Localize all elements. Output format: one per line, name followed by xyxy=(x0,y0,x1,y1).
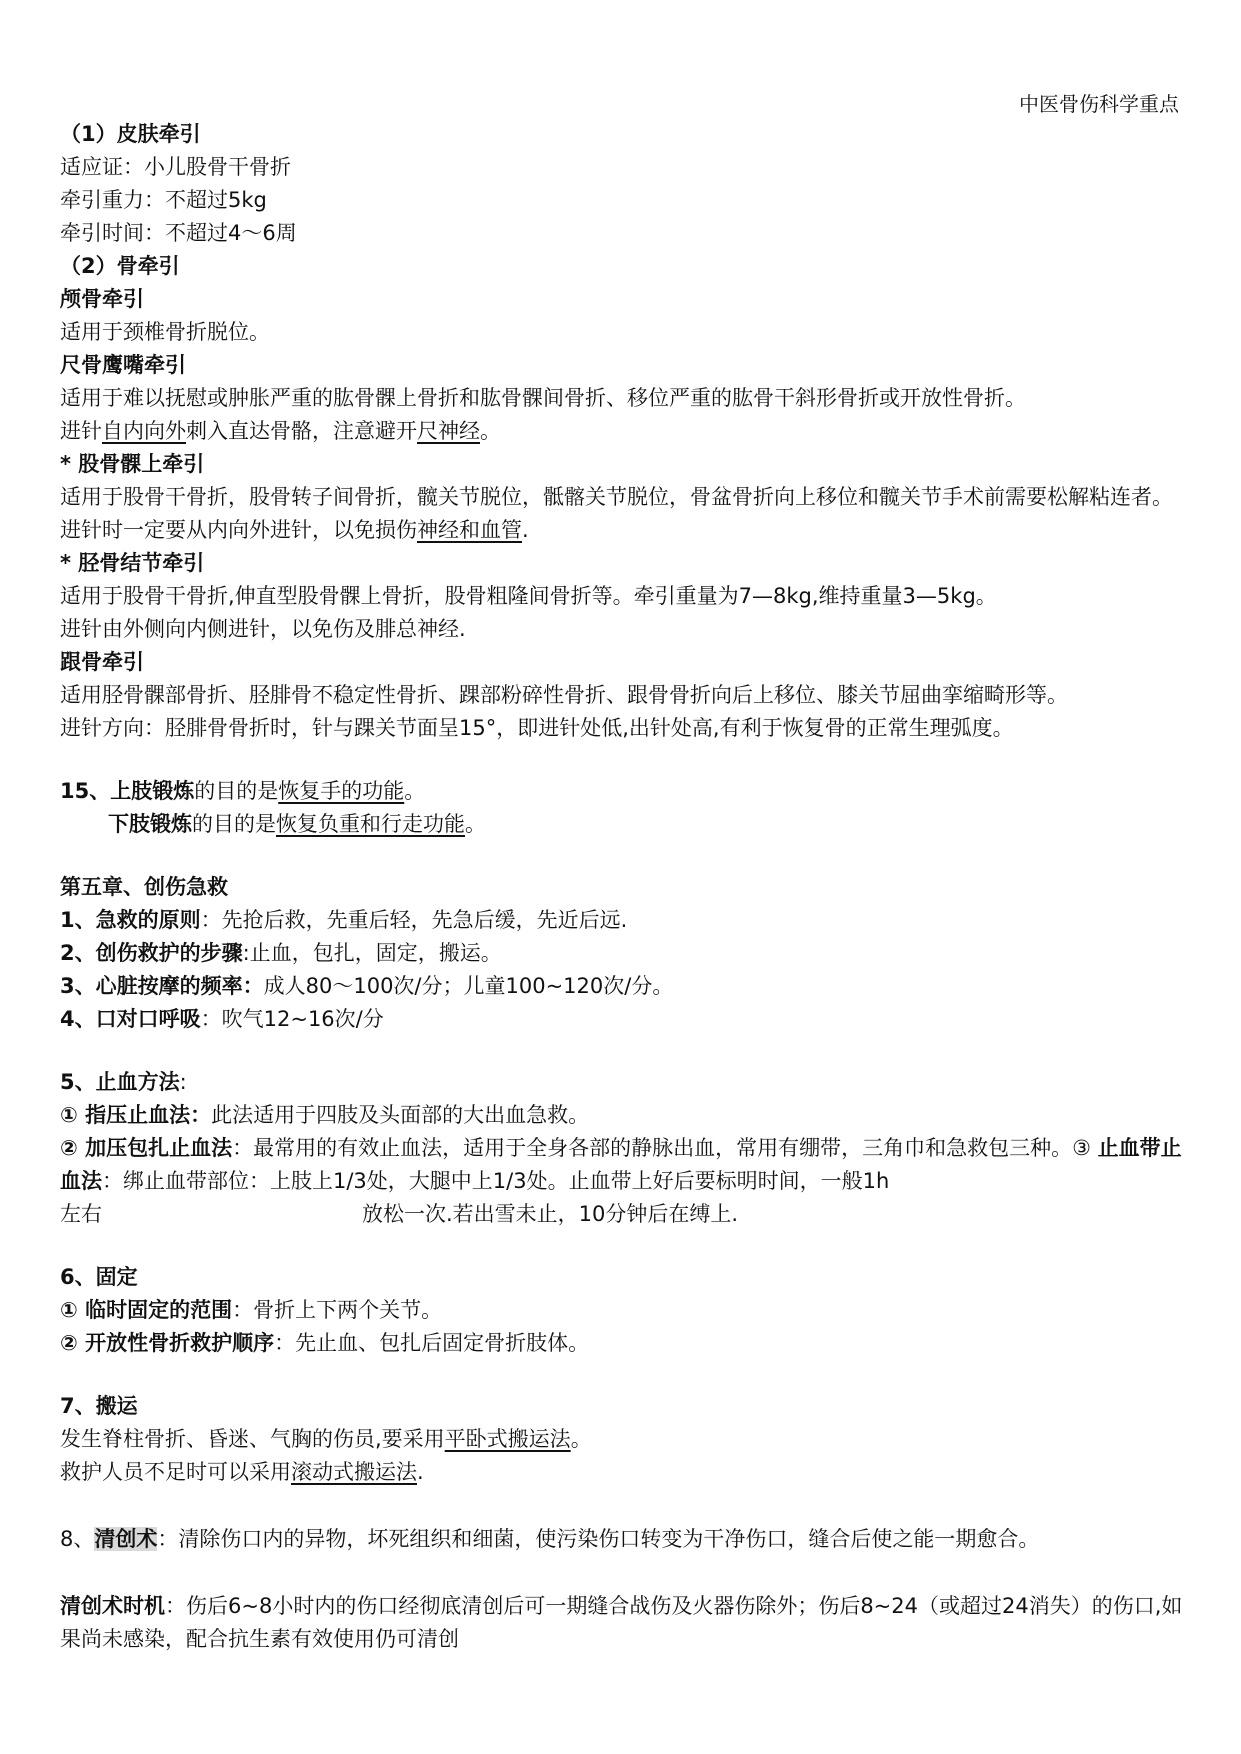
highlighted-term: 清创术 xyxy=(94,1527,158,1551)
tibial-traction-title: * 胫骨结节牵引 xyxy=(60,551,205,575)
bold-text: 4、口对口呼吸 xyxy=(60,1007,201,1031)
bold-text: 止血带止血法 xyxy=(60,1136,1182,1193)
text: 进针 xyxy=(60,419,102,443)
mouth-to-mouth xyxy=(60,1003,1190,1036)
exercise-lower xyxy=(60,808,1190,841)
text: : xyxy=(179,1070,187,1094)
bold-text: ① 临时固定的范围 xyxy=(60,1298,233,1322)
skin-traction-duration: 牵引时间：不超过4～6周 xyxy=(60,221,297,245)
underlined-text: 自内向外 xyxy=(102,419,186,443)
text: 。 xyxy=(480,419,501,443)
text: ：最常用的有效止血法，适用于全身各部的静脉出血，常用有绷带，三角巾和急救包三种。③ xyxy=(232,1136,1098,1160)
text: 左右 xyxy=(60,1202,102,1226)
bold-text: 1、急救的原则 xyxy=(60,908,201,932)
underlined-text: 神经和血管 xyxy=(417,518,522,542)
cardiac-massage xyxy=(60,970,1190,1003)
bold-text: ② 开放性骨折救护顺序 xyxy=(60,1331,275,1355)
calcaneus-traction-text: 适用胫骨髁部骨折、胫腓骨不稳定性骨折、踝部粉碎性骨折、跟骨骨折向后上移位、膝关节屈曲挛缩畸形等。 xyxy=(60,683,1068,707)
fixation-title: 6、固定 xyxy=(60,1265,138,1289)
tibial-traction-text: 适用于股骨干骨折,伸直型股骨髁上骨折，股骨粗隆间骨折等。牵引重量为7—8kg,维持重量3—5kg。 xyxy=(60,584,997,608)
calcaneus-traction-title: 跟骨牵引 xyxy=(60,650,144,674)
olecranon-traction-needle xyxy=(60,415,1190,448)
text: ：清除伤口内的异物，坏死组织和细菌，使污染伤口转变为干净伤口，缝合后使之能一期愈合。 xyxy=(157,1527,1040,1551)
bone-traction-title: （2）骨牵引 xyxy=(60,254,180,278)
bold-text: ② 加压包扎止血法 xyxy=(60,1136,233,1160)
text: 刺入直达骨骼，注意避开 xyxy=(186,419,417,443)
text: 的目的是 xyxy=(194,779,279,803)
bold-text: ① 指压止血法： xyxy=(60,1103,212,1127)
calcaneus-traction-needle: 进针方向：胫腓骨骨折时，针与踝关节面呈15°，即进针处低,出针处高,有利于恢复骨的正常生理弧度。 xyxy=(60,716,1014,740)
debridement-timing xyxy=(60,1590,1190,1656)
text: ：吹气12~16次/分 xyxy=(200,1007,384,1031)
underlined-text: 滚动式搬运法 xyxy=(291,1460,417,1484)
skull-traction-title: 颅骨牵引 xyxy=(60,287,144,311)
text: 此法适用于四肢及头面部的大出血急救。 xyxy=(211,1103,590,1127)
bold-text: 15、上肢锻炼 xyxy=(60,779,195,803)
text: 救护人员不足时可以采用 xyxy=(60,1460,291,1484)
bold-text: 5、止血方法 xyxy=(60,1070,180,1094)
text: 放松一次.若出雪未止，10分钟后在缚上. xyxy=(362,1202,739,1226)
document-body xyxy=(60,118,1190,1656)
bold-text: 清创术时机 xyxy=(60,1594,165,1618)
text: 。 xyxy=(404,779,426,803)
underlined-text: 尺神经 xyxy=(417,419,480,443)
underlined-text: 恢复手的功能 xyxy=(278,779,405,803)
text: ：先抢后救，先重后轻，先急后缓，先近后远. xyxy=(200,908,628,932)
supracondylar-traction-text: 适用于股骨干骨折，股骨转子间骨折，髋关节脱位，骶髂关节脱位，骨盆骨折向上移位和髋关节手术前需要松解粘连者。 xyxy=(60,485,1173,509)
debridement-definition xyxy=(60,1523,1190,1556)
finger-pressure-method xyxy=(60,1099,1190,1132)
olecranon-traction-title: 尺骨鹰嘴牵引 xyxy=(60,353,186,377)
olecranon-traction-text: 适用于难以抚慰或肿胀严重的肱骨髁上骨折和肱骨髁间骨折、移位严重的肱骨干斜形骨折或开放性骨折。 xyxy=(60,386,1026,410)
underlined-text: 恢复负重和行走功能 xyxy=(276,812,465,836)
text: ：伤后6~8小时内的伤口经彻底清创后可一期缝合战伤及火器伤除外；伤后8~24（或超过24消失）的伤口,如果尚未感染，配合抗生素有效使用仍可清创 xyxy=(60,1594,1183,1651)
hemostasis-title xyxy=(60,1066,1190,1099)
supracondylar-traction-needle xyxy=(60,514,1190,547)
text: 发生脊柱骨折、昏迷、气胸的伤员,要采用 xyxy=(60,1427,445,1451)
text: 的目的是 xyxy=(192,812,276,836)
skin-traction-title: （1）皮肤牵引 xyxy=(60,122,201,146)
text: ：绑止血带部位：上肢上1/3处，大腿中上1/3处。止血带上好后要标明时间，一般1h xyxy=(102,1169,890,1193)
text: 。 xyxy=(465,812,486,836)
text: 8、 xyxy=(60,1527,95,1551)
text: ：骨折上下两个关节。 xyxy=(232,1298,443,1322)
skin-traction-weight: 牵引重力：不超过5kg xyxy=(60,188,267,212)
exercise-upper xyxy=(60,775,1190,808)
supine-transport xyxy=(60,1423,1190,1456)
text: . xyxy=(522,518,529,542)
chapter5-title: 第五章、创伤急救 xyxy=(60,875,228,899)
rescue-steps xyxy=(60,937,1190,970)
text: ：先止血、包扎后固定骨折肢体。 xyxy=(274,1331,590,1355)
text: 进针时一定要从内向外进针，以免损伤 xyxy=(60,518,417,542)
supracondylar-traction-title: * 股骨髁上牵引 xyxy=(60,452,205,476)
rolling-transport xyxy=(60,1456,1190,1489)
tourniquet-release xyxy=(60,1198,1190,1231)
text: 成人80～100次/分；儿童100~120次/分。 xyxy=(263,974,674,998)
pressure-bandage-method xyxy=(60,1132,1190,1198)
text: 。 xyxy=(570,1427,592,1451)
skull-traction-text: 适用于颈椎骨折脱位。 xyxy=(60,320,270,344)
tibial-traction-needle: 进针由外侧向内侧进针，以免伤及腓总神经. xyxy=(60,617,466,641)
temporary-fixation xyxy=(60,1294,1190,1327)
underlined-text: 平卧式搬运法 xyxy=(444,1427,571,1451)
bold-text: 下肢锻炼 xyxy=(108,812,192,836)
bold-text: 3、心脏按摩的频率： xyxy=(60,974,264,998)
text: :止血，包扎，固定，搬运。 xyxy=(242,941,502,965)
transport-title: 7、搬运 xyxy=(60,1394,138,1418)
bold-text: 2、创伤救护的步骤 xyxy=(60,941,243,965)
open-fracture-order xyxy=(60,1327,1190,1360)
skin-traction-indication: 适应证：小儿股骨干骨折 xyxy=(60,155,291,179)
text: . xyxy=(417,1460,424,1484)
page-header: 中医骨伤科学重点 xyxy=(1019,92,1179,116)
first-aid-principle xyxy=(60,904,1190,937)
